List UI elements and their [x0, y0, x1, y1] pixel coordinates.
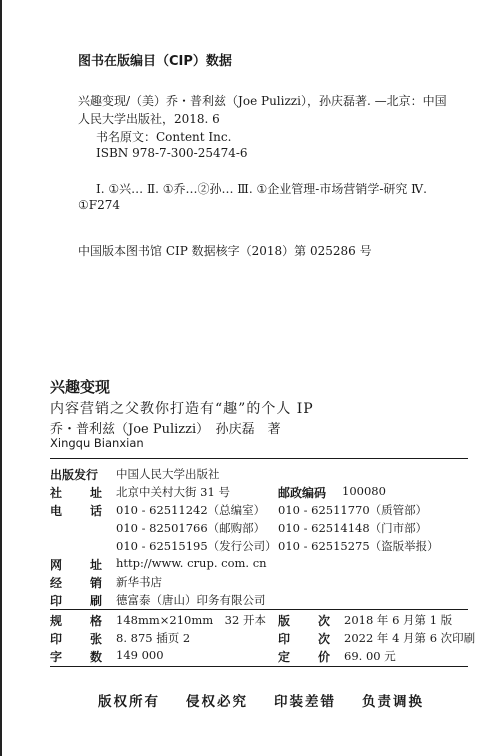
price-value: 69. 00 元: [344, 649, 396, 663]
web-label-a: 网: [50, 558, 63, 572]
web-link[interactable]: http://www. crup. com. cn: [116, 556, 267, 570]
price-label-a: 定: [278, 650, 291, 664]
book-authors: 乔・普利兹（Joe Pulizzi） 孙庆磊 著: [50, 422, 281, 437]
divider-bottom: [50, 666, 468, 667]
spec-label-b: 格: [90, 614, 103, 628]
address-value: 北京中关村大街 31 号: [116, 485, 230, 499]
phone-right-3: 010 - 62515275（盗版举报）: [278, 539, 439, 553]
phone-right-1: 010 - 62511770（质管部）: [278, 503, 428, 517]
slogan-defect: 印装差错: [274, 694, 336, 710]
words-label-a: 字: [50, 650, 63, 664]
sheets-value: 8. 875 插页 2: [116, 631, 191, 645]
postcode-value: 100080: [342, 484, 386, 498]
phone-label-b: 话: [90, 504, 103, 518]
printer-label-b: 刷: [90, 594, 103, 608]
slogan-piracy: 侵权必究: [186, 694, 248, 710]
postcode-label: 邮政编码: [278, 486, 327, 500]
publisher-value: 中国人民大学出版社: [116, 467, 220, 481]
book-title: 兴趣变现: [50, 378, 111, 396]
divider-top: [50, 458, 468, 459]
printer-value: 德富泰（唐山）印务有限公司: [116, 593, 266, 607]
phone-left-2: 010 - 82501766（邮购部）: [116, 521, 266, 535]
words-label-b: 数: [90, 650, 103, 664]
printing-label-a: 印: [278, 632, 291, 646]
spec-value: 148mm×210mm 32 开本: [116, 613, 266, 627]
edition-label-a: 版: [278, 614, 291, 628]
divider-mid: [50, 609, 468, 610]
words-value: 149 000: [116, 648, 164, 662]
distributor-label-a: 经: [50, 576, 63, 590]
edition-label-b: 次: [318, 614, 331, 628]
book-pinyin: Xingqu Bianxian: [50, 436, 144, 450]
address-label-b: 址: [90, 486, 103, 500]
price-label-b: 价: [318, 650, 331, 664]
spec-label-a: 规: [50, 614, 63, 628]
slogan-copyright: 版权所有: [98, 694, 160, 710]
phone-right-2: 010 - 62514148（门市部）: [278, 521, 428, 535]
sheets-label-a: 印: [50, 632, 63, 646]
distributor-value: 新华书店: [116, 575, 162, 589]
cip-line-1: 兴趣变现/（美）乔・普利兹（Joe Pulizzi），孙庆磊著. —北京：中国: [78, 94, 447, 108]
distributor-label-b: 销: [90, 576, 103, 590]
printer-label-a: 印: [50, 594, 63, 608]
sheets-label-b: 张: [90, 632, 103, 646]
publisher-label: 出版发行: [50, 468, 99, 482]
printing-label-b: 次: [318, 632, 331, 646]
phone-left-1: 010 - 62511242（总编室）: [116, 503, 266, 517]
web-label-b: 址: [90, 558, 103, 572]
cip-line-3: 书名原文：Content Inc.: [96, 130, 232, 144]
phone-left-3: 010 - 62515195（发行公司）: [116, 539, 277, 553]
cip-line-6: ①F274: [78, 198, 120, 212]
address-label-a: 社: [50, 486, 63, 500]
edition-value: 2018 年 6 月第 1 版: [344, 613, 453, 627]
cip-line-5: Ⅰ. ①兴… Ⅱ. ①乔…②孙… Ⅲ. ①企业管理-市场营销学-研究 Ⅳ.: [96, 182, 427, 196]
cip-line-2: 人民大学出版社，2018. 6: [78, 112, 220, 126]
cip-line-4: ISBN 978-7-300-25474-6: [96, 146, 248, 160]
printing-value: 2022 年 4 月第 6 次印刷: [344, 631, 476, 645]
phone-label-a: 电: [50, 504, 63, 518]
cip-heading: 图书在版编目（CIP）数据: [78, 54, 232, 69]
book-subtitle: 内容营销之父教你打造有“趣”的个人 IP: [50, 401, 314, 417]
slogan-exchange: 负责调换: [362, 694, 424, 710]
cip-line-7: 中国版本图书馆 CIP 数据核字（2018）第 025286 号: [78, 244, 372, 258]
